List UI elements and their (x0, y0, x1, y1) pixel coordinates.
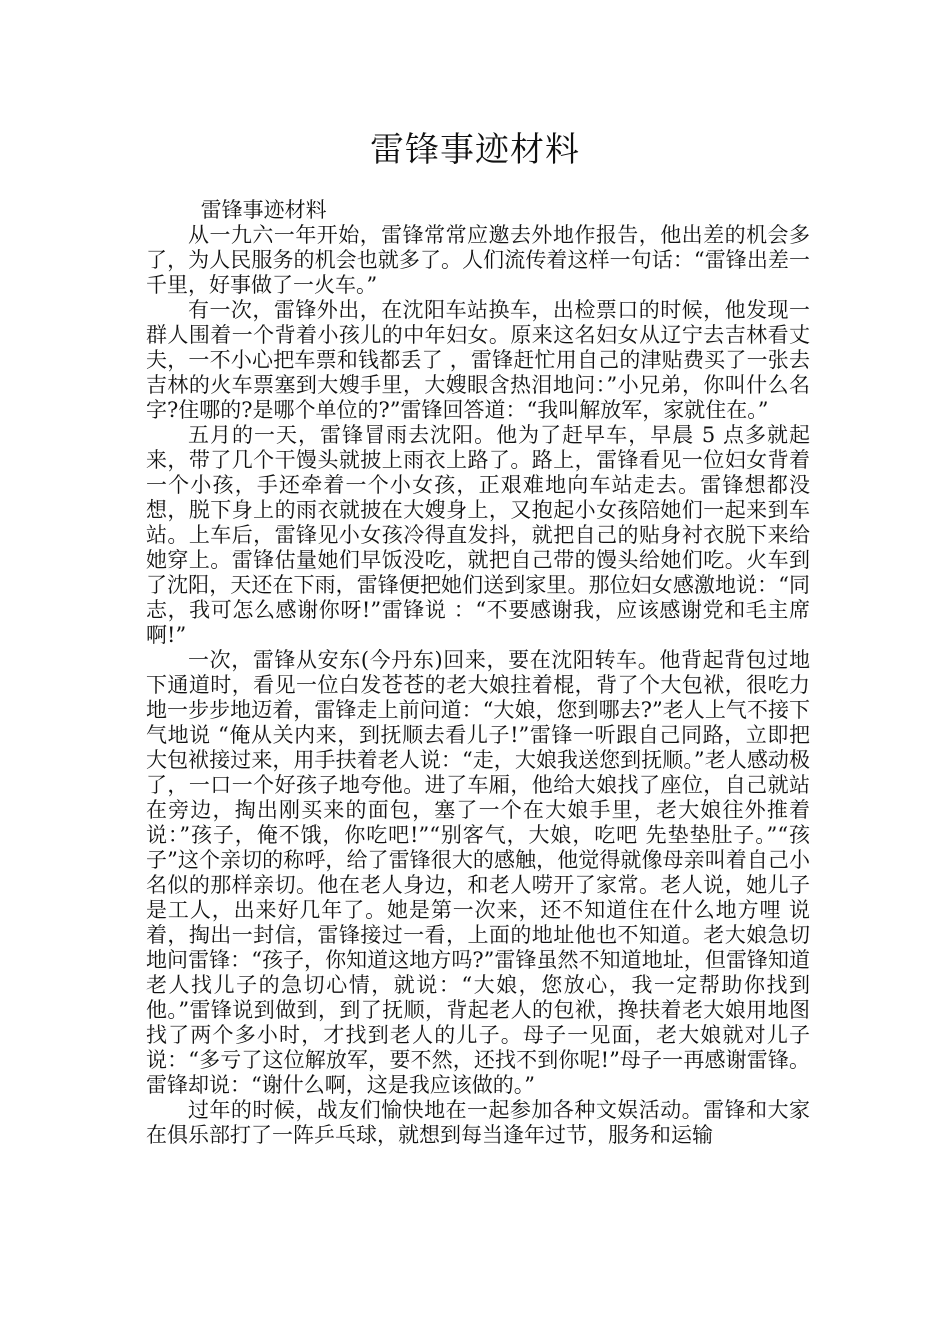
paragraph-3: 五月的一天，雷锋冒雨去沈阳。他为了赶早车，早晨 5 点多就起来，带了几个干馒头就披上雨衣上路了。路上，雷锋看见一位妇女背着一个小孩，手还牵着一个小女孩，正艰难地向车站走去。雷锋想都没想，脱下身上的雨衣就披在大嫂身上，又抱起小女孩陪她们一起来到车站。上车后，雷锋见小女孩冷得直发抖，就把自己的贴身衬衣脱下来给她穿上。雷锋估量她们早饭没吃，就把自己带的馒头给她们吃。火车到了沈阳，天还在下雨，雷锋便把她们送到家里。那位妇女感激地说：“同志，我可怎么感谢你呀!”雷锋说 ：“不要感谢我，应该感谢党和毛主席啊!” (146, 423, 810, 647)
document-subtitle: 雷锋事迹材料 (200, 198, 327, 222)
document-body (146, 198, 810, 1148)
paragraph-5: 过年的时候，战友们愉快地在一起参加各种文娱活动。雷锋和大家在俱乐部打了一阵乒乓球，就想到每当逢年过节，服务和运输 (146, 1098, 810, 1147)
paragraph-4: 一次，雷锋从安东(今丹东)回来，要在沈阳转车。他背起背包过地下通道时，看见一位白发苍苍的老大娘拄着棍，背了个大包袱，很吃力地一步步地迈着，雷锋走上前问道：“大娘，您到哪去?”老人上气不接下气地说 “俺从关内来，到抚顺去看儿子!”雷锋一听跟自己同路，立即把大包袱接过来，用手扶着老人说：“走，大娘我送您到抚顺。”老人感动极了，一口一个好孩子地夸他。进了车厢，他给大娘找了座位，自己就站在旁边，掏出刚买来的面包，塞了一个在大娘手里，老大娘往外推着说：”孩子，俺不饿，你吃吧!”“别客气，大娘，吃吧 先垫垫肚子。”“孩子”这个亲切的称呼，给了雷锋很大的感触，他觉得就像母亲叫着自己小名似的那样亲切。他在老人身边，和老人唠开了家常。老人说，她儿子是工人，出来好几年了。她是第一次来，还不知道住在什么地方哩 说着，掏出一封信，雷锋接过一看，上面的地址他也不知道。老大娘急切地问雷锋：“孩子，你知道这地方吗?”雷锋虽然不知道地址，但雷锋知道老人找儿子的急切心情，就说：“大娘，您放心，我一定帮助你找到他。”雷锋说到做到，到了抚顺，背起老人的包袱，搀扶着老大娘用地图找了两个多小时，才找到老人的儿子。母子一见面，老大娘就对儿子说：“多亏了这位解放军，要不然，还找不到你呢!”母子一再感谢雷锋。雷锋却说：“谢什么啊，这是我应该做的。” (146, 648, 810, 1097)
paragraph-2: 有一次，雷锋外出，在沈阳车站换车，出检票口的时候，他发现一群人围着一个背着小孩儿的中年妇女。原来这名妇女从辽宁去吉林看丈夫，一不小心把车票和钱都丢了 ，雷锋赶忙用自己的津贴费买了一张去吉林的火车票塞到大嫂手里，大嫂眼含热泪地问：”小兄弟，你叫什么名字?住哪的?是哪个单位的?”雷锋回答道：“我叫解放军，家就住在。” (146, 298, 810, 422)
page-title: 雷锋事迹材料 (370, 130, 580, 170)
paragraph-1: 从一九六一年开始，雷锋常常应邀去外地作报告，他出差的机会多了，为人民服务的机会也就多了。人们流传着这样一句话：“雷锋出差一千里，好事做了一火车。” (146, 223, 810, 297)
